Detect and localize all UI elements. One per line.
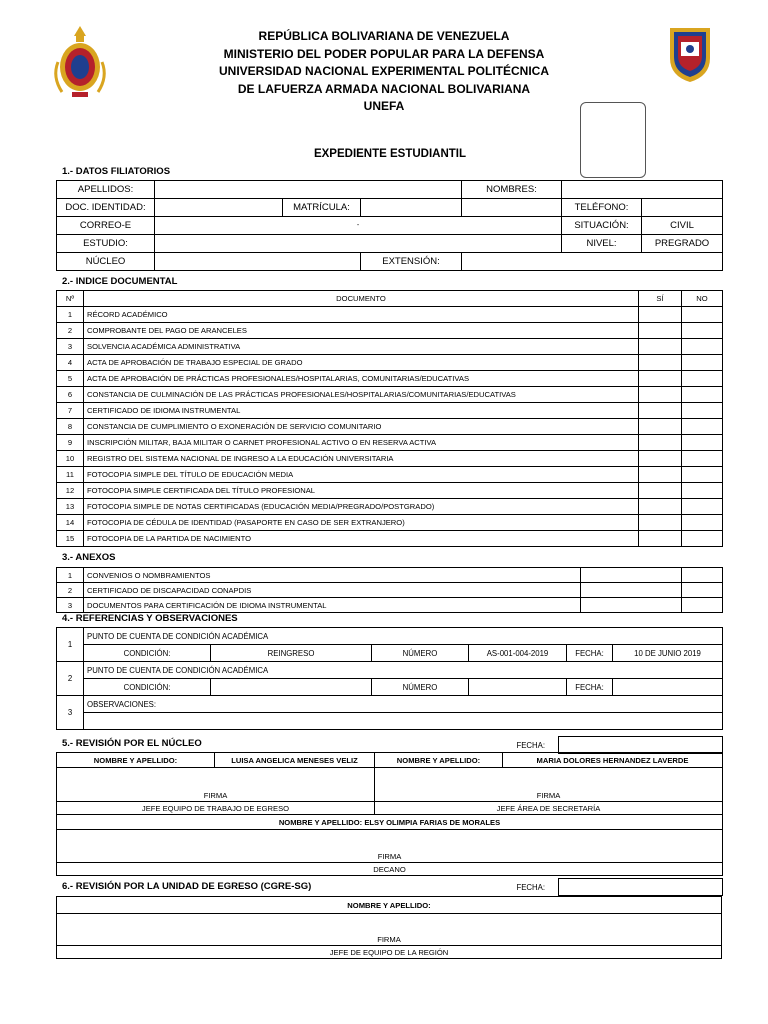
row-no-checkbox[interactable]: [682, 323, 723, 339]
row-number: 11: [57, 467, 84, 483]
extension-field[interactable]: [462, 253, 723, 271]
table-row: [57, 483, 723, 499]
row-number: 10: [57, 451, 84, 467]
row-no-checkbox[interactable]: [682, 451, 723, 467]
row-si-checkbox[interactable]: [581, 568, 682, 583]
egreso-cargo: JEFE DE EQUIPO DE LA REGIÓN: [57, 946, 722, 959]
table-row: [57, 467, 723, 483]
row-document: CERTIFICADO DE DISCAPACIDAD CONAPDIS: [84, 583, 581, 598]
section-1-heading: 1.- DATOS FILIATORIOS: [62, 166, 171, 177]
correo-field[interactable]: -: [155, 217, 562, 235]
sec5-fecha-field[interactable]: [558, 737, 722, 754]
table-row: [57, 307, 723, 323]
revision-egreso-table: [56, 896, 722, 959]
row-no-checkbox[interactable]: [682, 515, 723, 531]
nombres-label: NOMBRES:: [462, 181, 562, 199]
row-no-checkbox[interactable]: [682, 483, 723, 499]
nombre-label-1: NOMBRE Y APELLIDO:: [57, 753, 215, 768]
nombre-value-1: LUISA ANGELICA MENESES VELIZ: [215, 753, 375, 768]
row-no-checkbox[interactable]: [682, 355, 723, 371]
table-row: [57, 499, 723, 515]
row-si-checkbox[interactable]: [639, 483, 682, 499]
row-document: FOTOCOPIA SIMPLE DEL TÍTULO DE EDUCACIÓN MEDIA: [84, 467, 639, 483]
row-document: FOTOCOPIA SIMPLE CERTIFICADA DEL TÍTULO PROFESIONAL: [84, 483, 639, 499]
row-si-checkbox[interactable]: [639, 467, 682, 483]
table-row: [57, 598, 723, 613]
revision-nucleo-table: [56, 752, 723, 876]
row-number: 8: [57, 419, 84, 435]
telefono-field[interactable]: [642, 199, 723, 217]
estudio-field[interactable]: [155, 235, 562, 253]
row-number: 7: [57, 403, 84, 419]
table-row: [57, 419, 723, 435]
table-row: [57, 451, 723, 467]
ref-2-title: PUNTO DE CUENTA DE CONDICIÓN ACADÉMICA: [84, 662, 723, 679]
row-si-checkbox[interactable]: [581, 598, 682, 613]
row-no-checkbox[interactable]: [682, 467, 723, 483]
extension-label: EXTENSIÓN:: [361, 253, 462, 271]
row-number: 5: [57, 371, 84, 387]
row-document: FOTOCOPIA DE LA PARTIDA DE NACIMIENTO: [84, 531, 639, 547]
ref-1-fecha-value[interactable]: 10 DE JUNIO 2019: [613, 645, 723, 662]
firma-egreso[interactable]: FIRMA: [57, 914, 722, 946]
ref-1-condicion-value[interactable]: REINGRESO: [211, 645, 372, 662]
doc-identidad-field[interactable]: [155, 199, 283, 217]
situacion-value: CIVIL: [642, 217, 723, 235]
row-si-checkbox[interactable]: [639, 515, 682, 531]
col-documento-header: DOCUMENTO: [84, 291, 639, 307]
section-6-heading: 6.- REVISIÓN POR LA UNIDAD DE EGRESO (CGRE-SG): [62, 881, 312, 892]
document-header: [150, 28, 618, 116]
nombre-value-2: MARIA DOLORES HERNANDEZ LAVERDE: [503, 753, 723, 768]
row-number: 9: [57, 435, 84, 451]
ref-2-numero-label: NÚMERO: [372, 679, 469, 696]
indice-documental-table: [56, 290, 723, 547]
row-document: CONVENIOS O NOMBRAMIENTOS: [84, 568, 581, 583]
row-no-checkbox[interactable]: [682, 568, 723, 583]
row-si-checkbox[interactable]: [639, 531, 682, 547]
col-si-header: SÍ: [639, 291, 682, 307]
nombres-field[interactable]: [562, 181, 723, 199]
row-document: DOCUMENTOS PARA CERTIFICACIÓN DE IDIOMA INSTRUMENTAL: [84, 598, 581, 613]
table-row: [57, 531, 723, 547]
ref-1-condicion-label: CONDICIÓN:: [84, 645, 211, 662]
section-3-heading: 3.- ANEXOS: [62, 552, 116, 563]
row-no-checkbox[interactable]: [682, 307, 723, 323]
table-row: [57, 371, 723, 387]
row-no-checkbox[interactable]: [682, 403, 723, 419]
row-no-checkbox[interactable]: [682, 419, 723, 435]
section-2-heading: 2.- INDICE DOCUMENTAL: [62, 276, 178, 287]
table-row: [57, 568, 723, 583]
header-line-3: UNIVERSIDAD NACIONAL EXPERIMENTAL POLITÉCNICA: [218, 64, 550, 78]
row-document: CONSTANCIA DE CULMINACIÓN DE LAS PRÁCTICAS PROFESIONALES/HOSPITALARIAS/COMUNITARIAS/EDUCATIVAS: [84, 387, 639, 403]
sec6-fecha-field[interactable]: [558, 879, 722, 896]
row-number: 1: [57, 568, 84, 583]
apellidos-field[interactable]: [155, 181, 462, 199]
row-number: 3: [57, 339, 84, 355]
nucleo-label: NÚCLEO: [57, 253, 155, 271]
table-row: [57, 339, 723, 355]
nivel-label: NIVEL:: [562, 235, 642, 253]
row-document: ACTA DE APROBACIÓN DE PRÁCTICAS PROFESIONALES/HOSPITALARIAS, COMUNITARIAS/EDUCATIVAS: [84, 371, 639, 387]
row-no-checkbox[interactable]: [682, 435, 723, 451]
row-si-checkbox[interactable]: [639, 451, 682, 467]
ref-3-number: 3: [57, 696, 84, 730]
col-no-header: NO: [682, 291, 723, 307]
table-row: [57, 355, 723, 371]
ref-1-numero-label: NÚMERO: [372, 645, 469, 662]
row-no-checkbox[interactable]: [682, 598, 723, 613]
document-title: EXPEDIENTE ESTUDIANTIL: [313, 148, 467, 160]
anexos-table: [56, 567, 723, 613]
nivel-value: PREGRADO: [642, 235, 723, 253]
row-number: 6: [57, 387, 84, 403]
situacion-label: SITUACIÓN:: [562, 217, 642, 235]
firma-1[interactable]: FIRMA: [57, 768, 375, 802]
header-line-5: UNEFA: [363, 99, 405, 113]
ref-1-title: PUNTO DE CUENTA DE CONDICIÓN ACADÉMICA: [84, 628, 723, 645]
egreso-nombre-label: NOMBRE Y APELLIDO:: [57, 897, 722, 914]
ref-1-number: 1: [57, 628, 84, 662]
header-line-1: REPÚBLICA BOLIVARIANA DE VENEZUELA: [258, 29, 510, 43]
row-number: 15: [57, 531, 84, 547]
sec6-fecha-label: FECHA:: [516, 882, 546, 892]
row-number: 14: [57, 515, 84, 531]
cargo-1: JEFE EQUIPO DE TRABAJO DE EGRESO: [57, 802, 375, 815]
row-number: 4: [57, 355, 84, 371]
row-no-checkbox[interactable]: [682, 371, 723, 387]
estudio-label: ESTUDIO:: [57, 235, 155, 253]
row-number: 1: [57, 307, 84, 323]
row-document: REGISTRO DEL SISTEMA NACIONAL DE INGRESO A LA EDUCACIÓN UNIVERSITARIA: [84, 451, 639, 467]
section-5-heading: 5.- REVISIÓN POR EL NÚCLEO: [62, 738, 202, 749]
row-si-checkbox[interactable]: [639, 371, 682, 387]
row-si-checkbox[interactable]: [639, 387, 682, 403]
decano-nombre: NOMBRE Y APELLIDO: ELSY OLIMPIA FARIAS DE MORALES: [57, 815, 723, 830]
table-row: [57, 403, 723, 419]
row-si-checkbox[interactable]: [639, 403, 682, 419]
ref-2-condicion-value[interactable]: [211, 679, 372, 696]
row-no-checkbox[interactable]: [682, 339, 723, 355]
nombre-label-2: NOMBRE Y APELLIDO:: [375, 753, 503, 768]
nucleo-field[interactable]: [155, 253, 361, 271]
row-no-checkbox[interactable]: [682, 531, 723, 547]
header-line-2: MINISTERIO DEL PODER POPULAR PARA LA DEFENSA: [223, 46, 545, 61]
row-document: COMPROBANTE DEL PAGO DE ARANCELES: [84, 323, 639, 339]
table-row: [57, 323, 723, 339]
decano-cargo: DECANO: [57, 863, 723, 876]
table-row: [57, 515, 723, 531]
row-document: CONSTANCIA DE CUMPLIMIENTO O EXONERACIÓN DE SERVICIO COMUNITARIO: [84, 419, 639, 435]
row-si-checkbox[interactable]: [639, 419, 682, 435]
table-row: [57, 583, 723, 598]
row-document: RÉCORD ACADÉMICO: [84, 307, 639, 323]
row-document: SOLVENCIA ACADÉMICA ADMINISTRATIVA: [84, 339, 639, 355]
sec6-fecha-table: [504, 878, 723, 896]
row-number: 3: [57, 598, 84, 613]
ref-2-numero-value[interactable]: [469, 679, 567, 696]
row-si-checkbox[interactable]: [639, 435, 682, 451]
ref-1-numero-value[interactable]: AS-001-004-2019: [469, 645, 567, 662]
spacer: [462, 199, 562, 217]
photo-box: [580, 102, 646, 178]
row-document: CERTIFICADO DE IDIOMA INSTRUMENTAL: [84, 403, 639, 419]
table-row: [57, 387, 723, 403]
matricula-field[interactable]: [361, 199, 462, 217]
firma-2[interactable]: FIRMA: [375, 768, 723, 802]
unefa-shield-icon: [666, 24, 714, 89]
row-no-checkbox[interactable]: [682, 583, 723, 598]
ref-1-fecha-label: FECHA:: [567, 645, 613, 662]
row-si-checkbox[interactable]: [639, 339, 682, 355]
firma-decano[interactable]: FIRMA: [57, 830, 723, 863]
matricula-label: MATRÍCULA:: [283, 199, 361, 217]
telefono-label: TELÉFONO:: [562, 199, 642, 217]
apellidos-label: APELLIDOS:: [57, 181, 155, 199]
table-row: [57, 435, 723, 451]
ref-2-fecha-value[interactable]: [613, 679, 723, 696]
row-number: 13: [57, 499, 84, 515]
header-line-4: DE LAFUERZA ARMADA NACIONAL BOLIVARIANA: [237, 81, 531, 96]
doc-identidad-label: DOC. IDENTIDAD:: [57, 199, 155, 217]
row-si-checkbox[interactable]: [639, 355, 682, 371]
row-si-checkbox[interactable]: [581, 583, 682, 598]
ref-3-observaciones-label: OBSERVACIONES:: [84, 696, 723, 713]
row-si-checkbox[interactable]: [639, 499, 682, 515]
ref-2-condicion-label: CONDICIÓN:: [84, 679, 211, 696]
row-document: FOTOCOPIA SIMPLE DE NOTAS CERTIFICADAS (EDUCACIÓN MEDIA/PREGRADO/POSTGRADO): [84, 499, 639, 515]
row-number: 2: [57, 583, 84, 598]
cargo-2: JEFE ÁREA DE SECRETARÍA: [375, 802, 723, 815]
ref-2-fecha-label: FECHA:: [567, 679, 613, 696]
row-no-checkbox[interactable]: [682, 499, 723, 515]
ref-3-observaciones-field[interactable]: [84, 713, 723, 730]
row-si-checkbox[interactable]: [639, 323, 682, 339]
ref-2-number: 2: [57, 662, 84, 696]
row-document: INSCRIPCIÓN MILITAR, BAJA MILITAR O CARNET PROFESIONAL ACTIVO O EN RESERVA ACTIVA: [84, 435, 639, 451]
row-si-checkbox[interactable]: [639, 307, 682, 323]
fanb-emblem-icon: [50, 22, 110, 107]
row-number: 12: [57, 483, 84, 499]
datos-filiatorios-table: [56, 180, 723, 271]
sec5-fecha-label: FECHA:: [516, 740, 546, 750]
row-number: 2: [57, 323, 84, 339]
correo-label: CORREO-E: [57, 217, 155, 235]
row-no-checkbox[interactable]: [682, 387, 723, 403]
row-document: ACTA DE APROBACIÓN DE TRABAJO ESPECIAL DE GRADO: [84, 355, 639, 371]
section-4-heading: 4.- REFERENCIAS Y OBSERVACIONES: [62, 613, 238, 624]
col-n-header: Nº: [57, 291, 84, 307]
referencias-table: [56, 627, 723, 730]
row-document: FOTOCOPIA DE CÉDULA DE IDENTIDAD (PASAPORTE EN CASO DE SER EXTRANJERO): [84, 515, 639, 531]
